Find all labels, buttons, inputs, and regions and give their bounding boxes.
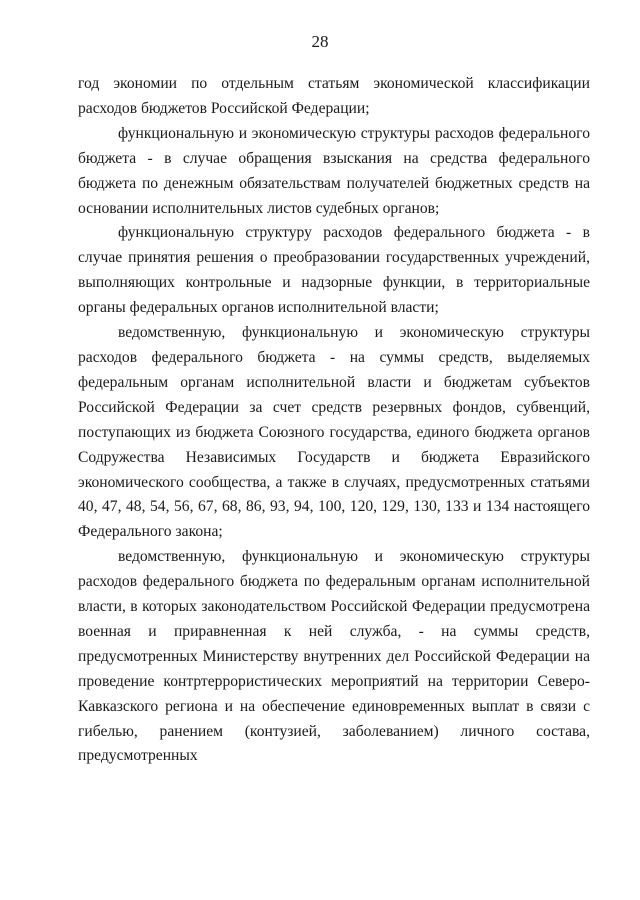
paragraph: ведомственную, функциональную и экономическую структуры расходов федерального бюджета по федеральным органам исполнительной власти, в которых законодательством Российской Федерации предусмотрена военная и приравненная к ней служба, - на суммы средств, предусмотренных Министерству внутренних дел Российской Федерации на проведение контртеррористических мероприятий на территории Северо-Кавказского региона и на обеспечение единовременных выплат в связи с гибелью, ранением (контузией, заболеванием) личного состава, предусмотренных [78, 548, 590, 765]
body-text [78, 72, 590, 769]
paragraph: ведомственную, функциональную и экономическую структуры расходов федерального бюджета - на суммы средств, выделяемых федеральным органам исполнительной власти и бюджетам субъектов Российской Федерации за счет средств резервных фондов, субвенций, поступающих из бюджета Союзного государства, единого бюджета органов Содружества Независимых Государств и бюджета Евразийского экономического сообщества, а также в случаях, предусмотренных статьями 40, 47, 48, 54, 56, 67, 68, 86, 93, 94, 100, 120, 129, 130, 133 и 134 настоящего Федерального закона; [78, 324, 590, 541]
paragraph: год экономии по отдельным статьям экономической классификации расходов бюджетов Российской Федерации; [78, 75, 590, 117]
paragraph: функциональную структуру расходов федерального бюджета - в случае принятия решения о преобразовании государственных учреждений, выполняющих контрольные и надзорные функции, в территориальные органы федеральных органов исполнительной власти; [78, 224, 590, 317]
paragraph: функциональную и экономическую структуры расходов федерального бюджета - в случае обращения взыскания на средства федерального бюджета по денежным обязательствам получателей бюджетных средств на основании исполнительных листов судебных органов; [78, 124, 590, 217]
page-number: 28 [311, 32, 329, 51]
